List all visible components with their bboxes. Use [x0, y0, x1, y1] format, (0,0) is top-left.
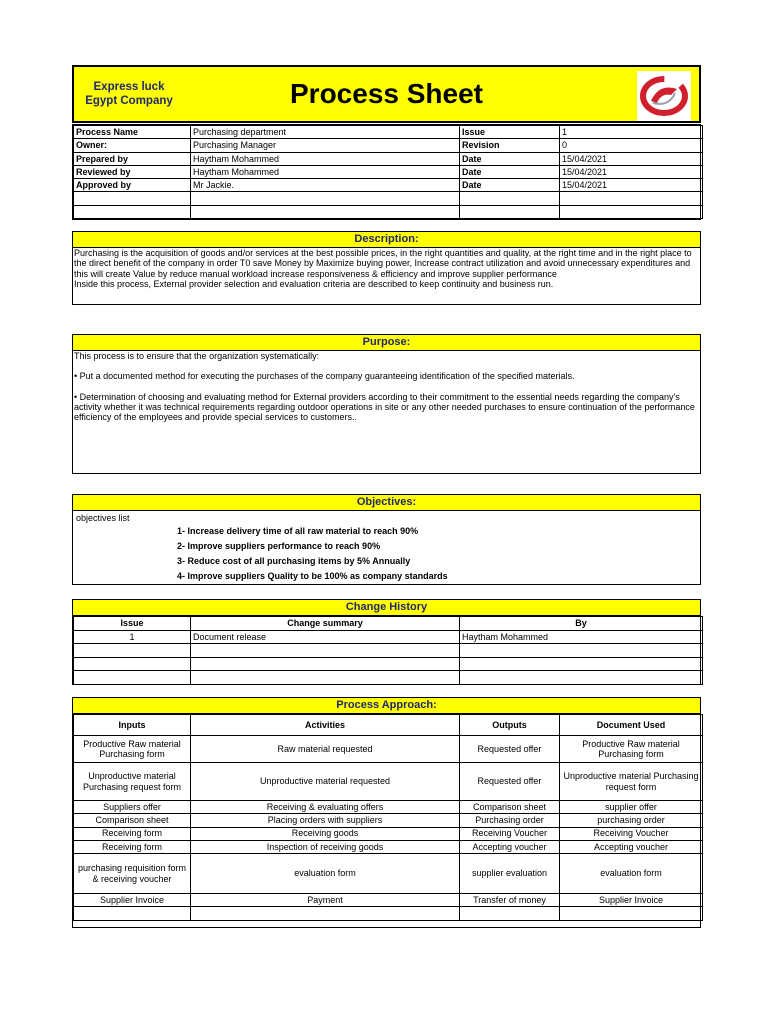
approach-activity: Inspection of receiving goods [191, 840, 460, 853]
column-header: Inputs [74, 715, 191, 736]
description-section [72, 231, 701, 305]
company-line-1: Express luck [93, 81, 165, 93]
approach-input: purchasing requisition form & receiving voucher [74, 854, 191, 894]
approach-output: Receiving Voucher [460, 827, 560, 840]
approach-input: Receiving form [74, 840, 191, 853]
table-row [74, 657, 703, 671]
objective-item: 1- Increase delivery time of all raw material to reach 90% [177, 526, 419, 536]
approach-input: Receiving form [74, 827, 191, 840]
info-label: Owner: [74, 139, 191, 152]
purpose-text [73, 351, 700, 422]
company-name [74, 80, 184, 108]
approach-document: Accepting voucher [560, 840, 703, 853]
info-label: Issue [460, 126, 560, 139]
purpose-section [72, 334, 701, 474]
table-row [74, 179, 703, 192]
table-row [74, 192, 703, 205]
info-value: 1 [560, 126, 703, 139]
info-value: Purchasing Manager [191, 139, 460, 152]
info-value: 15/04/2021 [560, 152, 703, 165]
table-row [74, 165, 703, 178]
column-header: Activities [191, 715, 460, 736]
change-history-section [72, 599, 701, 685]
change-history-title: Change History [73, 600, 700, 616]
approach-input: Unproductive material Purchasing request form [74, 763, 191, 801]
purpose-intro: This process is to ensure that the organization systematically: [74, 351, 320, 361]
approach-activity: Receiving & evaluating offers [191, 801, 460, 814]
page-title: Process Sheet [290, 78, 483, 109]
table-row [74, 126, 703, 139]
description-paragraph: Purchasing is the acquisition of goods and/or services at the best possible prices, in the right quantities and quality, at the right time and in the right place to the direct benefit of the company in order T0 save Money by Maximize buying power, Increase contract utilization and avoid unnecessary expenditures and this will create Value by reduce manual workload increase responsiveness & efficiency and improve supplier performance [74, 248, 692, 279]
table-row [74, 205, 703, 218]
approach-activity: Placing orders with suppliers [191, 814, 460, 827]
approach-input: Suppliers offer [74, 801, 191, 814]
process-approach-section [72, 697, 701, 928]
column-header: Outputs [460, 715, 560, 736]
column-header: Change summary [191, 617, 460, 631]
approach-input: Comparison sheet [74, 814, 191, 827]
info-label: Date [460, 152, 560, 165]
table-row [74, 894, 703, 907]
info-label: Date [460, 179, 560, 192]
approach-input: Productive Raw material Purchasing form [74, 736, 191, 763]
info-label: Approved by [74, 179, 191, 192]
approach-document: supplier offer [560, 801, 703, 814]
table-row [74, 801, 703, 814]
table-row [74, 814, 703, 827]
company-logo-icon [637, 71, 691, 121]
approach-output: supplier evaluation [460, 854, 560, 894]
company-line-2: Egypt Company [85, 95, 173, 107]
info-label: Process Name [74, 126, 191, 139]
table-row [74, 763, 703, 801]
table-row [74, 736, 703, 763]
approach-document: evaluation form [560, 854, 703, 894]
approach-output: Requested offer [460, 736, 560, 763]
objectives-title: Objectives: [73, 495, 700, 511]
info-value: Haytham Mohammed [191, 165, 460, 178]
approach-activity: Payment [191, 894, 460, 907]
process-approach-title: Process Approach: [73, 698, 700, 714]
table-row [74, 630, 703, 644]
table-row [74, 152, 703, 165]
purpose-bullet: • Put a documented method for executing the purchases of the company guaranteeing identification of the specified materials. [74, 371, 575, 382]
approach-input: Supplier Invoice [74, 894, 191, 907]
approach-activity: Unproductive material requested [191, 763, 460, 801]
description-title: Description: [73, 232, 700, 248]
history-issue: 1 [74, 630, 191, 644]
approach-document: Unproductive material Purchasing request form [560, 763, 703, 801]
table-row [74, 644, 703, 658]
purpose-title: Purpose: [73, 335, 700, 351]
table-row [74, 671, 703, 685]
objectives-section [72, 494, 701, 585]
approach-document: Receiving Voucher [560, 827, 703, 840]
approach-output: Comparison sheet [460, 801, 560, 814]
info-value: Haytham Mohammed [191, 152, 460, 165]
table-header-row [74, 617, 703, 631]
info-label: Prepared by [74, 152, 191, 165]
objective-item: 2- Improve suppliers performance to reach 90% [177, 541, 381, 551]
table-row [74, 139, 703, 152]
table-header-row [74, 715, 703, 736]
approach-document: Supplier Invoice [560, 894, 703, 907]
info-value: Purchasing department [191, 126, 460, 139]
info-value: Mr Jackie. [191, 179, 460, 192]
info-value: 15/04/2021 [560, 179, 703, 192]
purpose-bullet: • Determination of choosing and evaluating method for External providers according to their commitment to the essential needs regarding the company's activity whether it was technical requirements regarding outdoor operations in site or any other needed purchases to ensure continuation of the performance efficiency of the employees and provide special services to customers.. [74, 391, 695, 423]
description-text [73, 248, 700, 289]
approach-output: Accepting voucher [460, 840, 560, 853]
approach-document: purchasing order [560, 814, 703, 827]
info-label: Date [460, 165, 560, 178]
objective-item: 3- Reduce cost of all purchasing items by 5% Annually [177, 556, 411, 566]
info-value: 0 [560, 139, 703, 152]
approach-activity: Receiving goods [191, 827, 460, 840]
column-header: Document Used [560, 715, 703, 736]
history-summary: Document release [191, 630, 460, 644]
table-row [74, 907, 703, 920]
approach-document: Productive Raw material Purchasing form [560, 736, 703, 763]
approach-output: Purchasing order [460, 814, 560, 827]
history-by: Haytham Mohammed [460, 630, 703, 644]
table-row [74, 854, 703, 894]
objectives-list-label: objectives list [76, 513, 130, 523]
info-label: Reviewed by [74, 165, 191, 178]
table-row [74, 827, 703, 840]
approach-output: Requested offer [460, 763, 560, 801]
approach-output: Transfer of money [460, 894, 560, 907]
column-header: By [460, 617, 703, 631]
info-value: 15/04/2021 [560, 165, 703, 178]
column-header: Issue [74, 617, 191, 631]
info-label: Revision [460, 139, 560, 152]
header-banner [72, 65, 701, 123]
objective-item: 4- Improve suppliers Quality to be 100% as company standards [177, 571, 448, 581]
approach-activity: evaluation form [191, 854, 460, 894]
description-paragraph: Inside this process, External provider selection and evaluation criteria are described to keep continuity and business run. [74, 278, 554, 289]
info-table [72, 124, 701, 220]
table-row [74, 840, 703, 853]
approach-activity: Raw material requested [191, 736, 460, 763]
